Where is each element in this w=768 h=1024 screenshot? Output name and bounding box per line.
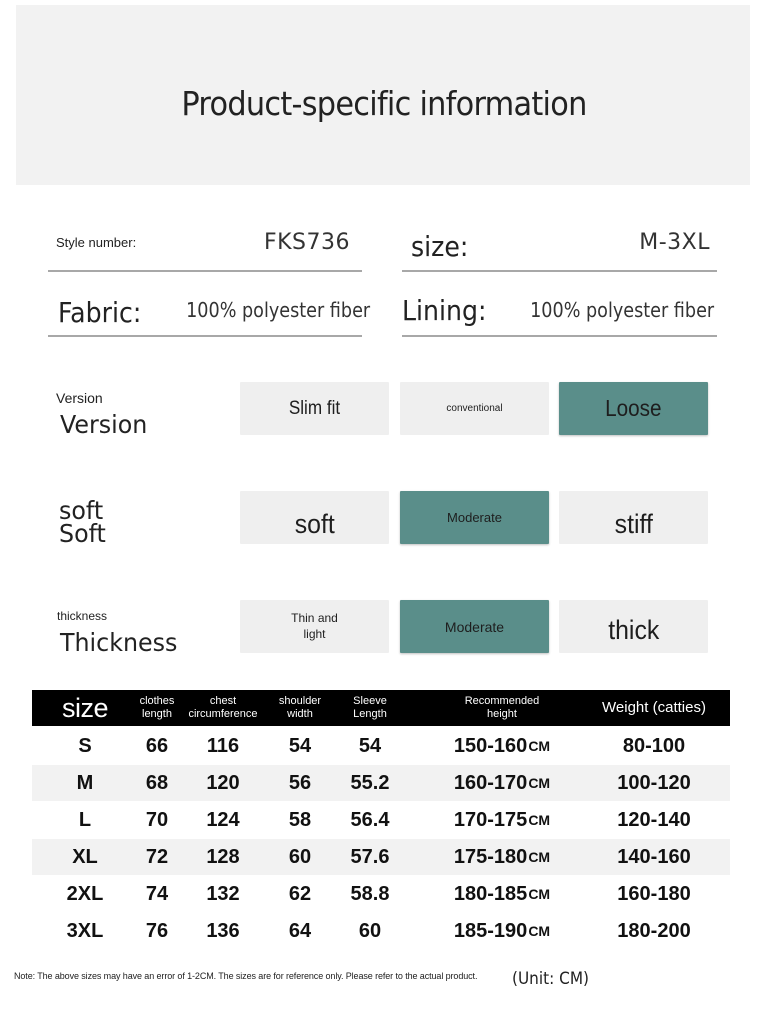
table-row: [32, 728, 730, 764]
cell-sleeve: 54: [358, 734, 382, 757]
version-label: Version: [60, 410, 148, 439]
soft-option-stiff: stiff: [559, 491, 708, 544]
cell-weight: 120-140: [617, 808, 691, 831]
table-row: [32, 765, 730, 801]
cell-height: 150-160 CM: [453, 734, 551, 757]
cell-weight: 80-100: [622, 734, 686, 757]
cell-shoulder: 62: [288, 882, 312, 905]
version-option-conventional: conventional: [400, 382, 549, 435]
cell-shoulder: 58: [288, 808, 312, 831]
cell-chest: 128: [206, 845, 240, 868]
cell-length: 76: [145, 919, 169, 942]
header-clothes-length: clothes length: [139, 694, 175, 720]
footnote: Note: The above sizes may have an error of 1-2CM. The sizes are for reference only. Please refer to the actual product.: [14, 971, 478, 981]
cell-length: 74: [145, 882, 169, 905]
cell-length: 68: [145, 771, 169, 794]
cell-length: 66: [145, 734, 169, 757]
cell-length: 70: [145, 808, 169, 831]
cell-size: L: [78, 808, 92, 831]
thickness-option-moderate-selected: Moderate: [400, 600, 549, 653]
cell-weight: 100-120: [617, 771, 691, 794]
style-number-value: FKS736: [263, 230, 350, 255]
header-recommended-height: Recommended height: [464, 694, 540, 720]
size-table-header: [32, 690, 730, 726]
cell-chest: 132: [206, 882, 240, 905]
cell-size: 3XL: [66, 919, 104, 942]
header-sleeve-length: Sleeve Length: [353, 694, 387, 720]
cell-weight: 160-180: [617, 882, 691, 905]
size-label: size:: [411, 230, 469, 263]
style-number-label: Style number:: [56, 235, 137, 250]
thickness-label-small: thickness: [57, 609, 108, 623]
lining-label: Lining:: [402, 294, 487, 327]
version-option-loose-selected: Loose: [559, 382, 708, 435]
thickness-option-thin-and-light: Thin and light: [240, 600, 389, 653]
fabric-value: 100% polyester fiber: [185, 298, 370, 322]
version-option-slim-fit: Slim fit: [240, 382, 389, 435]
lining-divider: [402, 335, 717, 337]
thickness-label: Thickness: [60, 628, 178, 657]
soft-option-moderate-selected: Moderate: [400, 491, 549, 544]
table-row: [32, 802, 730, 838]
header-chest-circumference: chest circumference: [188, 694, 258, 720]
cell-length: 72: [145, 845, 169, 868]
cell-weight: 140-160: [617, 845, 691, 868]
table-row: [32, 876, 730, 912]
table-row: [32, 839, 730, 875]
cell-sleeve: 57.6: [350, 845, 390, 868]
soft-label-small: soft: [59, 496, 104, 525]
cell-weight: 180-200: [617, 919, 691, 942]
cell-chest: 120: [206, 771, 240, 794]
fabric-label: Fabric:: [58, 296, 142, 329]
size-divider: [402, 270, 717, 272]
cell-shoulder: 54: [288, 734, 312, 757]
thickness-option-thick: thick: [559, 600, 708, 653]
cell-height: 170-175 CM: [453, 808, 551, 831]
cell-sleeve: 60: [358, 919, 382, 942]
soft-option-soft: soft: [240, 491, 389, 544]
cell-shoulder: 60: [288, 845, 312, 868]
cell-height: 175-180 CM: [453, 845, 551, 868]
cell-size: S: [78, 734, 92, 757]
header-weight: Weight (catties): [602, 699, 706, 716]
cell-shoulder: 64: [288, 919, 312, 942]
unit-note: (Unit: CM): [512, 969, 589, 989]
cell-chest: 116: [206, 734, 240, 757]
cell-sleeve: 58.8: [350, 882, 390, 905]
cell-height: 185-190 CM: [453, 919, 551, 942]
style-divider: [48, 270, 362, 272]
cell-height: 180-185 CM: [453, 882, 551, 905]
cell-shoulder: 56: [288, 771, 312, 794]
cell-chest: 124: [206, 808, 240, 831]
page-title: Product-specific information: [181, 84, 587, 123]
table-row: [32, 913, 730, 949]
cell-sleeve: 56.4: [350, 808, 390, 831]
cell-sleeve: 55.2: [350, 771, 390, 794]
header-size: size: [61, 692, 108, 723]
cell-size: 2XL: [66, 882, 104, 905]
soft-label: Soft: [59, 519, 106, 548]
cell-height: 160-170 CM: [453, 771, 551, 794]
lining-value: 100% polyester fiber: [529, 298, 714, 322]
cell-chest: 136: [206, 919, 240, 942]
size-value: M-3XL: [639, 230, 710, 255]
fabric-divider: [48, 335, 362, 337]
header-shoulder-width: shoulder width: [278, 694, 322, 720]
version-label-small: Version: [56, 390, 103, 406]
cell-size: XL: [72, 845, 98, 868]
cell-size: M: [76, 771, 94, 794]
